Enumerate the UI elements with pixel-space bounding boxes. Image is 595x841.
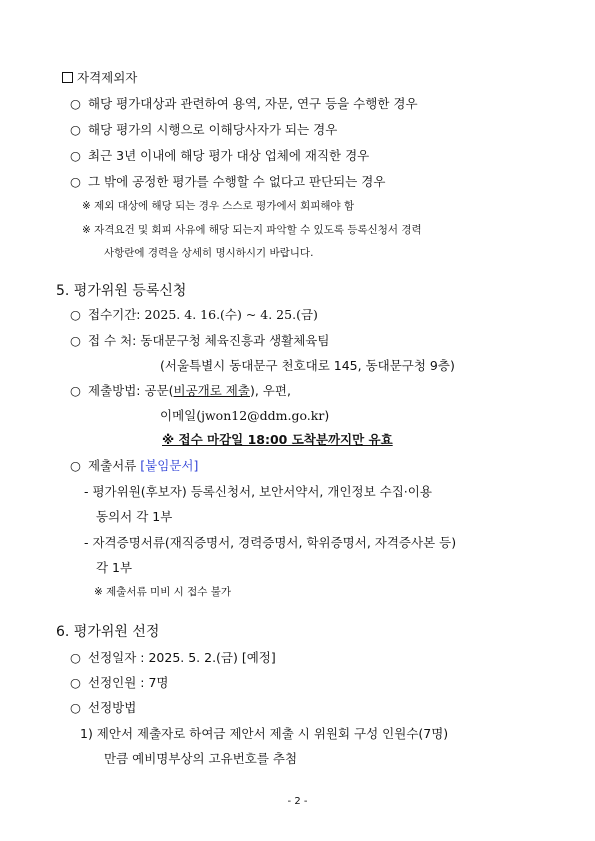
- selection-date-text: 선정일자 : 2025. 5. 2.(금) [예정]: [88, 650, 276, 665]
- method-step-cont: 만큼 예비명부상의 고유번호를 추첨: [104, 751, 298, 766]
- place-row: [70, 333, 329, 349]
- circle-bullet-icon: ○: [70, 700, 81, 715]
- docs-item: - 자격증명서류(재직증명서, 경력증명서, 학위증명서, 자격증사본 등): [84, 535, 457, 550]
- docs-label: 제출서류: [88, 458, 137, 473]
- section-6-title: 6. 평가위원 선정: [56, 624, 160, 640]
- email-pre: 이메일(: [160, 408, 202, 423]
- docs-row: [70, 458, 198, 474]
- docs-note: ※ 제출서류 미비 시 접수 불가: [94, 586, 232, 598]
- place-value: 동대문구청 체육진흥과 생활체육팀: [140, 333, 330, 348]
- selection-count-text: 선정인원 : 7명: [88, 675, 169, 690]
- email-row: [160, 408, 329, 424]
- circle-bullet-icon: ○: [70, 333, 81, 348]
- place-address: (서울특별시 동대문구 천호대로 145, 동대문구청 9층): [160, 358, 455, 373]
- excl-title: 자격제외자: [77, 70, 138, 85]
- circle-bullet-icon: ○: [70, 458, 81, 473]
- circle-bullet-icon: ○: [70, 307, 81, 322]
- circle-bullet-icon: ○: [70, 675, 81, 690]
- docs-item-cont: 동의서 각 1부: [96, 509, 173, 524]
- place-label: 접 수 처:: [88, 333, 137, 348]
- circle-bullet-icon: ○: [70, 174, 81, 189]
- excl-note-cont: 사항란에 경력을 상세히 명시하시기 바랍니다.: [104, 247, 314, 259]
- method-step: 1) 제안서 제출자로 하여금 제안서 제출 시 위원회 구성 인원수(7명): [80, 726, 449, 741]
- email-post: ): [324, 408, 330, 423]
- period-value: 2025. 4. 16.(수) ~ 4. 25.(금): [144, 307, 318, 322]
- circle-bullet-icon: ○: [70, 148, 81, 163]
- docs-item: - 평가위원(후보자) 등록신청서, 보안서약서, 개인정보 수집·이용: [84, 484, 432, 499]
- circle-bullet-icon: ○: [70, 96, 81, 111]
- period-label: 접수기간:: [88, 307, 141, 322]
- method-post: ), 우편,: [249, 383, 291, 398]
- selection-count: [70, 675, 169, 691]
- excl-heading: [62, 70, 137, 86]
- page-number: - 2 -: [287, 796, 308, 807]
- selection-method-text: 선정방법: [88, 700, 137, 715]
- method-pre: 공문(: [144, 383, 174, 398]
- period-row: [70, 307, 318, 323]
- docs-item-cont: 각 1부: [96, 560, 133, 575]
- excl-item: [70, 174, 385, 190]
- section-5-title: 5. 평가위원 등록신청: [56, 283, 187, 299]
- excl-item: [70, 96, 418, 112]
- circle-bullet-icon: ○: [70, 383, 81, 398]
- excl-item-text: 그 밖에 공정한 평가를 수행할 수 없다고 판단되는 경우: [88, 174, 386, 189]
- checkbox-square-icon: [62, 72, 73, 83]
- excl-item: [70, 148, 369, 164]
- circle-bullet-icon: ○: [70, 650, 81, 665]
- circle-bullet-icon: ○: [70, 122, 81, 137]
- excl-item-text: 최근 3년 이내에 해당 평가 대상 업체에 재직한 경우: [88, 148, 370, 163]
- excl-item: [70, 122, 337, 138]
- method-label: 제출방법:: [88, 383, 141, 398]
- email-address[interactable]: jwon12@ddm.go.kr: [201, 408, 325, 423]
- excl-note: ※ 자격요건 및 회피 사유에 해당 되는지 파악할 수 있도록 등록신청서 경력: [82, 224, 422, 236]
- selection-date: [70, 650, 276, 666]
- excl-item-text: 해당 평가대상과 관련하여 용역, 자문, 연구 등을 수행한 경우: [88, 96, 418, 111]
- deadline-notice: ※ 접수 마감일 18:00 도착분까지만 유효: [162, 432, 393, 447]
- selection-method: [70, 700, 136, 716]
- excl-note: ※ 제외 대상에 해당 되는 경우 스스로 평가에서 회피해야 함: [82, 200, 355, 212]
- excl-item-text: 해당 평가의 시행으로 이해당사자가 되는 경우: [88, 122, 338, 137]
- method-row: [70, 383, 291, 399]
- attachment-link[interactable]: [붙임문서]: [140, 458, 199, 473]
- method-underlined: 비공개로 제출: [173, 383, 250, 398]
